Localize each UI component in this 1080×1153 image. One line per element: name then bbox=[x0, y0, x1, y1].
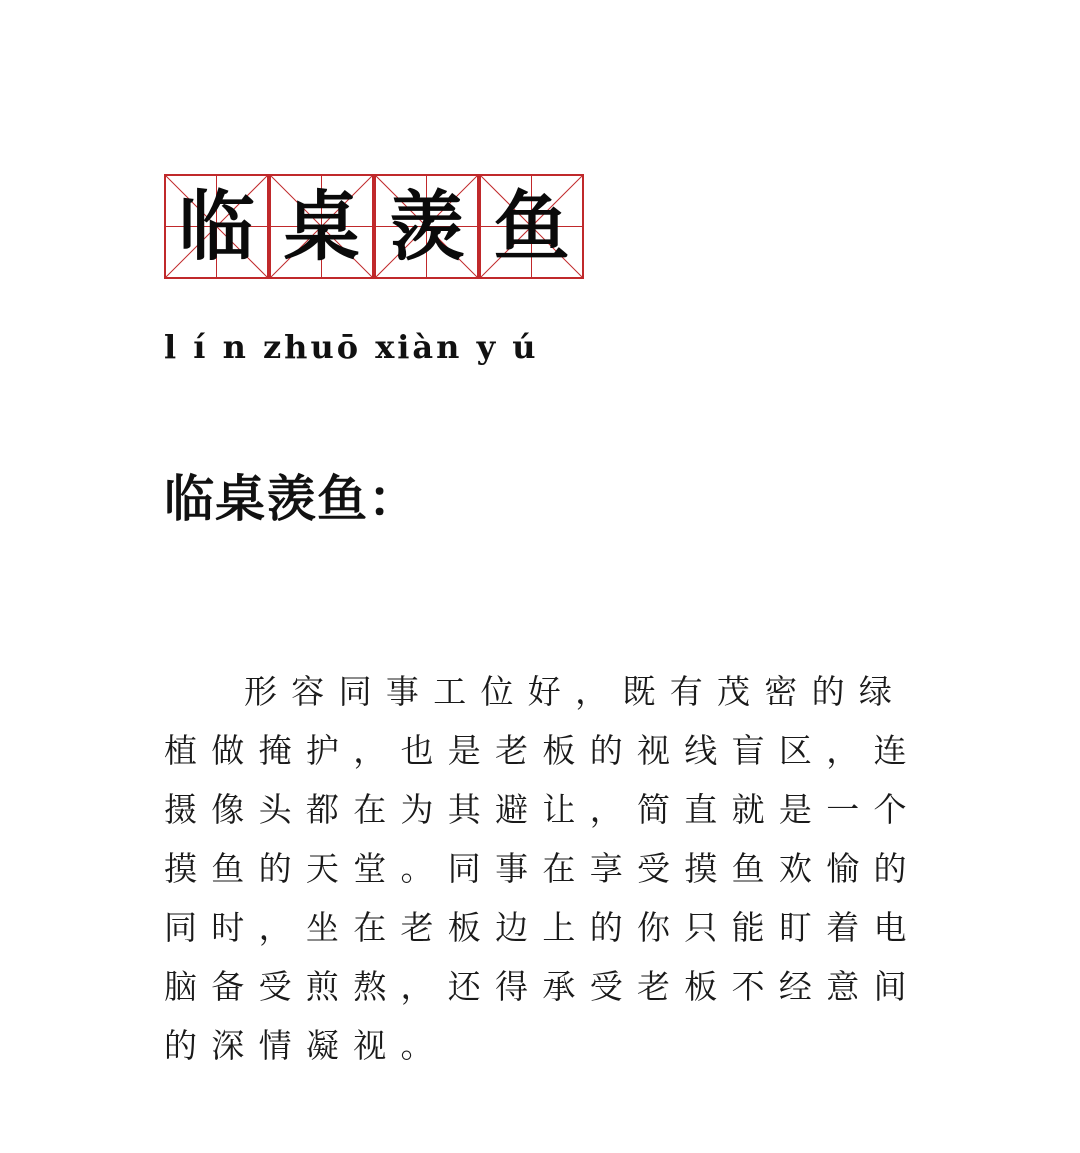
grid-cell-4 bbox=[479, 174, 584, 279]
definition-paragraph: 形容同事工位好，既有茂密的绿植做掩护，也是老板的视线盲区，连摄像头都在为其避让，简直就是一个摸鱼的天堂。同事在享受摸鱼欢愉的同时，坐在老板边上的你只能盯着电脑备受煎熬，还得承受老板不经意间的深情凝视。 bbox=[164, 672, 921, 1065]
grid-cell-1 bbox=[164, 174, 269, 279]
title-grid bbox=[164, 174, 584, 279]
grid-character: 鱼 bbox=[493, 181, 570, 271]
grid-cell-3 bbox=[374, 174, 479, 279]
pinyin-line: l í n zhuō xiàn y ú bbox=[164, 328, 539, 366]
grid-character: 桌 bbox=[283, 181, 360, 271]
idiom-heading: 临桌羡鱼： bbox=[164, 470, 419, 528]
grid-character: 临 bbox=[178, 181, 255, 271]
grid-cell-2 bbox=[269, 174, 374, 279]
grid-character: 羡 bbox=[388, 181, 465, 271]
